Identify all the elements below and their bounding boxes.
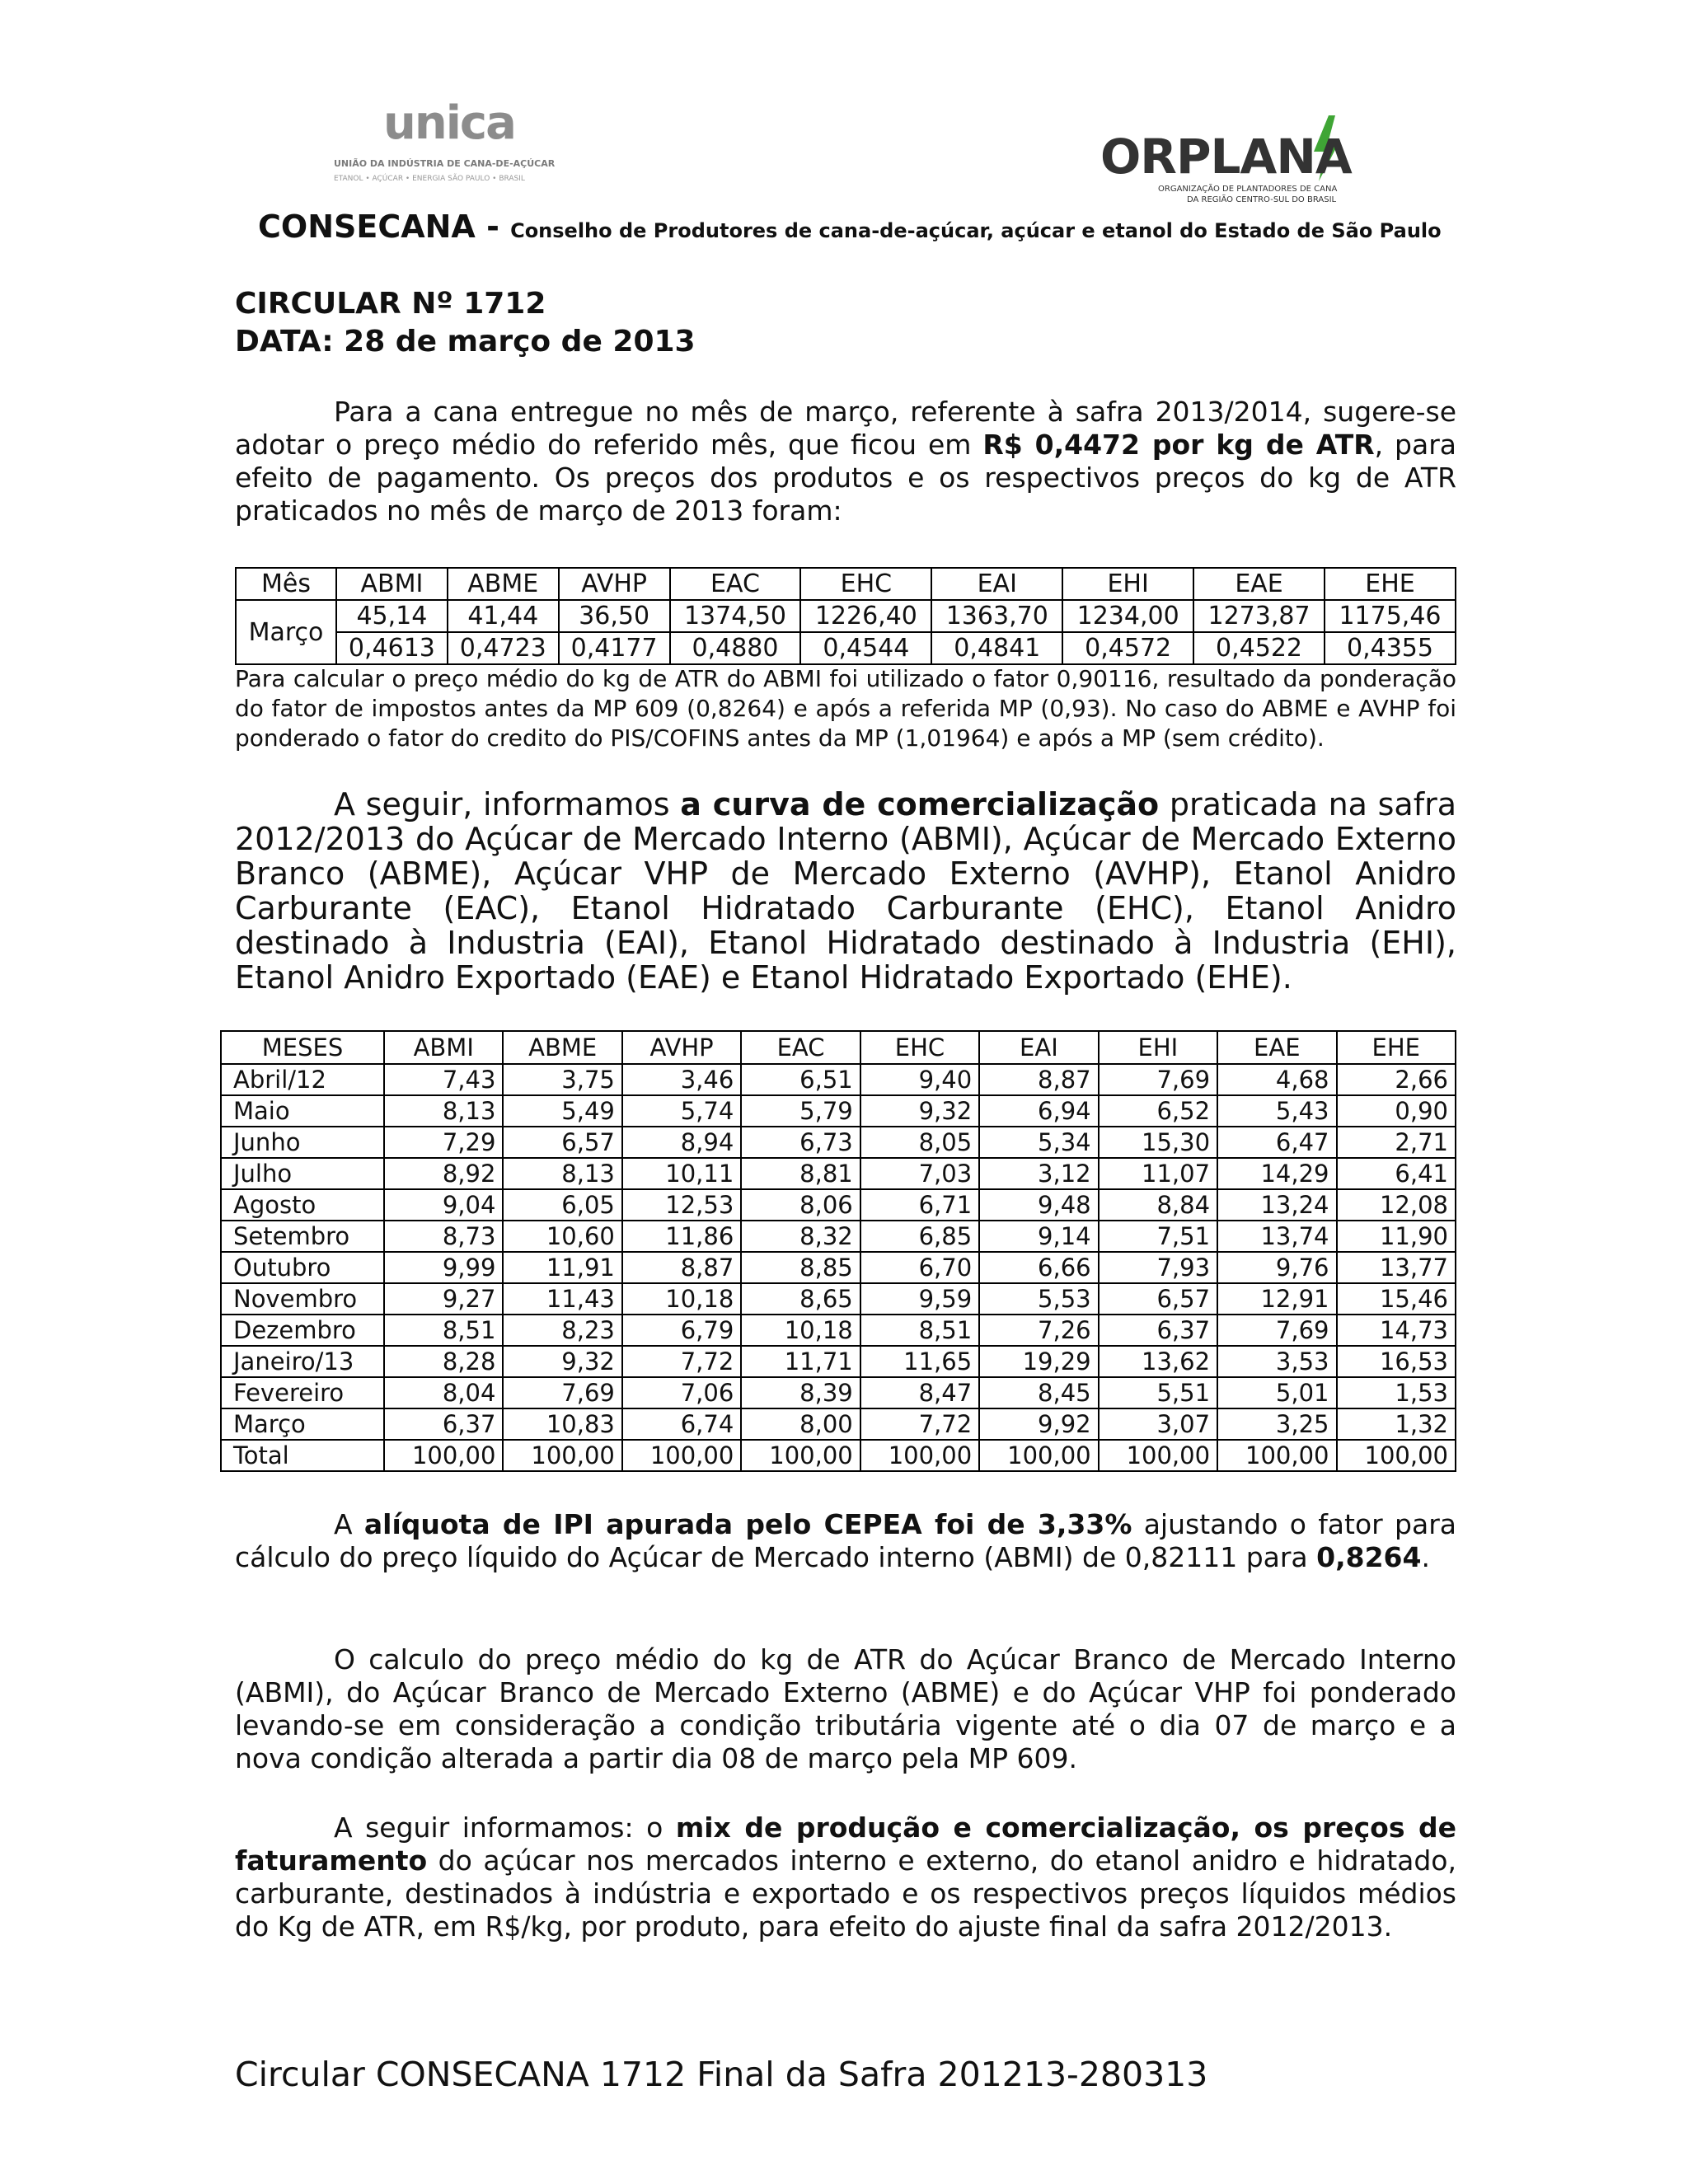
price-table-header (236, 568, 1456, 600)
percent-cell: 100,00 (503, 1440, 621, 1471)
percent-cell: 8,81 (741, 1158, 860, 1189)
curve-table-row (221, 1315, 1456, 1346)
col-header: EAI (979, 1031, 1098, 1064)
curve-table-row (221, 1252, 1456, 1283)
percent-cell: 5,74 (622, 1095, 741, 1127)
percent-cell: 5,79 (741, 1095, 860, 1127)
price-cell: 1226,40 (800, 600, 931, 632)
percent-cell: 16,53 (1337, 1346, 1456, 1377)
price-table (235, 567, 1456, 665)
percent-cell: 11,86 (622, 1221, 741, 1252)
percent-cell: 8,85 (741, 1252, 860, 1283)
percent-cell: 8,23 (503, 1315, 621, 1346)
month-label-cell: Agosto (221, 1189, 384, 1221)
percent-cell: 6,52 (1099, 1095, 1217, 1127)
percent-cell: 8,92 (384, 1158, 503, 1189)
percent-cell: 3,25 (1217, 1408, 1336, 1440)
month-label-cell: Outubro (221, 1252, 384, 1283)
curve-table-body (221, 1064, 1456, 1471)
month-label-cell: Março (221, 1408, 384, 1440)
percent-cell: 6,37 (1099, 1315, 1217, 1346)
percent-cell: 5,53 (979, 1283, 1098, 1315)
percent-cell: 1,32 (1337, 1408, 1456, 1440)
percent-cell: 7,26 (979, 1315, 1098, 1346)
percent-cell: 9,92 (979, 1408, 1098, 1440)
month-label-cell: Abril/12 (221, 1064, 384, 1095)
percent-cell: 11,07 (1099, 1158, 1217, 1189)
curve-table-row (221, 1127, 1456, 1158)
orplana-logo-tagline: ORGANIZAÇÃO DE PLANTADORES DE CANA (1158, 185, 1338, 194)
percent-cell: 7,69 (503, 1377, 621, 1408)
percent-cell: 9,76 (1217, 1252, 1336, 1283)
percent-cell: 6,71 (860, 1189, 979, 1221)
percent-cell: 11,71 (741, 1346, 860, 1377)
mix-text-c: do açúcar nos mercados interno e externo, do etanol anidro e hidratado, carburante, destinados à indústria e exportado e os respectivos preços líquidos médios do Kg de ATR, em R$/kg, por produto, para efeito do ajuste final da safra 2012/2013. (235, 1844, 1456, 1943)
percent-cell: 3,53 (1217, 1346, 1336, 1377)
circular-date: DATA: 28 de março de 2013 (235, 325, 696, 359)
percent-cell: 6,73 (741, 1127, 860, 1158)
percent-cell: 11,91 (503, 1252, 621, 1283)
percent-cell: 2,66 (1337, 1064, 1456, 1095)
price-cell: 1175,46 (1325, 600, 1456, 632)
month-cell: Março (236, 600, 336, 664)
percent-cell: 6,47 (1217, 1127, 1336, 1158)
percent-cell: 4,68 (1217, 1064, 1336, 1095)
percent-cell: 6,57 (1099, 1283, 1217, 1315)
percent-cell: 11,65 (860, 1346, 979, 1377)
month-header: Mês (236, 568, 336, 600)
percent-cell: 7,51 (1099, 1221, 1217, 1252)
curve-highlight: a curva de comercialização (680, 786, 1160, 823)
circular-number: CIRCULAR Nº 1712 (235, 287, 546, 321)
percent-cell: 12,53 (622, 1189, 741, 1221)
percent-cell: 8,32 (741, 1221, 860, 1252)
intro-text-a: Para a cana entregue no mês de março, referente à safra 2013/2014, sugere-se adotar o preço médio do referido mês, que ficou em (235, 396, 1456, 461)
percent-cell: 100,00 (1337, 1440, 1456, 1471)
percent-cell: 1,53 (1337, 1377, 1456, 1408)
orplana-logo (1100, 115, 1397, 206)
percent-cell: 9,32 (503, 1346, 621, 1377)
mix-paragraph (235, 1811, 1456, 1943)
percent-cell: 100,00 (741, 1440, 860, 1471)
atr-cell: 0,4723 (448, 632, 559, 664)
percent-cell: 13,77 (1337, 1252, 1456, 1283)
atr-cell: 0,4880 (670, 632, 801, 664)
mix-text-a: A seguir informamos: o (334, 1811, 676, 1844)
percent-cell: 100,00 (1217, 1440, 1336, 1471)
month-label-cell: Fevereiro (221, 1377, 384, 1408)
percent-cell: 3,12 (979, 1158, 1098, 1189)
price-cell: 1234,00 (1062, 600, 1193, 632)
percent-cell: 7,69 (1099, 1064, 1217, 1095)
percent-cell: 8,06 (741, 1189, 860, 1221)
percent-cell: 100,00 (384, 1440, 503, 1471)
col-header: EHC (860, 1031, 979, 1064)
percent-cell: 100,00 (622, 1440, 741, 1471)
unica-logo (334, 96, 581, 190)
month-label-cell: Janeiro/13 (221, 1346, 384, 1377)
ipi-factor: 0,8264 (1316, 1541, 1422, 1573)
percent-cell: 7,69 (1217, 1315, 1336, 1346)
percent-cell: 10,18 (622, 1283, 741, 1315)
intro-paragraph (235, 396, 1456, 527)
percent-cell: 7,93 (1099, 1252, 1217, 1283)
percent-cell: 100,00 (860, 1440, 979, 1471)
intro-text-c: , para efeito de pagamento. Os preços dos produtos e os respectivos preços do kg de ATR praticados no mês de março de 2013 foram: (235, 429, 1456, 527)
percent-cell: 5,01 (1217, 1377, 1336, 1408)
ipi-text-c: ajustando o fator para cálculo do preço líquido do Açúcar de Mercado interno (ABMI) de 0,82111 para (235, 1508, 1456, 1573)
col-header: ABME (448, 568, 559, 600)
percent-cell: 9,14 (979, 1221, 1098, 1252)
price-row (236, 600, 1456, 632)
curve-table-row (221, 1283, 1456, 1315)
curve-table-row (221, 1095, 1456, 1127)
percent-cell: 6,66 (979, 1252, 1098, 1283)
col-header: EAI (931, 568, 1062, 600)
percent-cell: 9,32 (860, 1095, 979, 1127)
percent-cell: 5,43 (1217, 1095, 1336, 1127)
col-header: EHC (800, 568, 931, 600)
calculation-note: Para calcular o preço médio do kg de ATR do ABMI foi utilizado o fator 0,90116, resultado da ponderação do fator de impostos antes da MP 609 (0,8264) e após a referida MP (0,93). No caso do ABME e AVHP foi ponderado o fator do credito do PIS/COFINS antes da MP (1,01964) e após a MP (sem crédito). (235, 665, 1456, 752)
percent-cell: 8,47 (860, 1377, 979, 1408)
percent-cell: 6,70 (860, 1252, 979, 1283)
percent-cell: 8,51 (384, 1315, 503, 1346)
col-header: EAE (1193, 568, 1325, 600)
price-cell: 45,14 (336, 600, 448, 632)
percent-cell: 8,94 (622, 1127, 741, 1158)
month-label-cell: Setembro (221, 1221, 384, 1252)
percent-cell: 100,00 (1099, 1440, 1217, 1471)
percent-cell: 15,30 (1099, 1127, 1217, 1158)
org-name: CONSECANA (258, 209, 476, 245)
month-label-cell: Total (221, 1440, 384, 1471)
atr-cell: 0,4355 (1325, 632, 1456, 664)
percent-cell: 6,37 (384, 1408, 503, 1440)
ipi-paragraph (235, 1508, 1456, 1574)
percent-cell: 6,94 (979, 1095, 1098, 1127)
percent-cell: 10,18 (741, 1315, 860, 1346)
atr-cell: 0,4572 (1062, 632, 1193, 664)
unica-logo-tagline: UNIÃO DA INDÚSTRIA DE CANA-DE-AÇÚCAR (334, 158, 556, 169)
price-cell: 1374,50 (670, 600, 801, 632)
percent-cell: 7,72 (622, 1346, 741, 1377)
percent-cell: 15,46 (1337, 1283, 1456, 1315)
price-cell: 1363,70 (931, 600, 1062, 632)
percent-cell: 9,48 (979, 1189, 1098, 1221)
percent-cell: 7,03 (860, 1158, 979, 1189)
orplana-logo-subtagline: DA REGIÃO CENTRO-SUL DO BRASIL (1187, 195, 1337, 204)
col-header: AVHP (559, 568, 670, 600)
percent-cell: 9,59 (860, 1283, 979, 1315)
col-header: EHI (1062, 568, 1193, 600)
unica-logo-word: unica (383, 96, 515, 150)
atr-cell: 0,4841 (931, 632, 1062, 664)
percent-cell: 11,43 (503, 1283, 621, 1315)
percent-cell: 8,05 (860, 1127, 979, 1158)
percent-cell: 7,43 (384, 1064, 503, 1095)
curve-table-header (221, 1031, 1456, 1064)
col-header: MESES (221, 1031, 384, 1064)
curve-table (220, 1030, 1456, 1472)
percent-cell: 3,75 (503, 1064, 621, 1095)
col-header: EAC (670, 568, 801, 600)
percent-cell: 6,74 (622, 1408, 741, 1440)
percent-cell: 12,91 (1217, 1283, 1336, 1315)
percent-cell: 9,27 (384, 1283, 503, 1315)
atr-cell: 0,4613 (336, 632, 448, 664)
header-dash: - (475, 209, 511, 245)
price-cell: 1273,87 (1193, 600, 1325, 632)
percent-cell: 3,46 (622, 1064, 741, 1095)
col-header: EHE (1337, 1031, 1456, 1064)
percent-cell: 8,51 (860, 1315, 979, 1346)
curve-table-row (221, 1377, 1456, 1408)
percent-cell: 11,90 (1337, 1221, 1456, 1252)
ipi-highlight: alíquota de IPI apurada pelo CEPEA foi de 3,33% (363, 1508, 1132, 1540)
percent-cell: 7,72 (860, 1408, 979, 1440)
atr-calc-text: O calculo do preço médio do kg de ATR do Açúcar Branco de Mercado Interno (ABMI), do Açúcar Branco de Mercado Externo (ABME) e do Açúcar VHP foi ponderado levando-se em consideração a condição tributária vigente até o dia 07 de março e a nova condição alterada a partir dia 08 de março pela MP 609. (235, 1643, 1456, 1774)
orplana-logo-word: ORPLANA (1100, 129, 1352, 185)
col-header: AVHP (622, 1031, 741, 1064)
col-header: EHI (1099, 1031, 1217, 1064)
percent-cell: 10,60 (503, 1221, 621, 1252)
percent-cell: 8,00 (741, 1408, 860, 1440)
curve-table-row (221, 1221, 1456, 1252)
percent-cell: 12,08 (1337, 1189, 1456, 1221)
percent-cell: 14,73 (1337, 1315, 1456, 1346)
percent-cell: 100,00 (979, 1440, 1098, 1471)
percent-cell: 9,04 (384, 1189, 503, 1221)
atr-cell: 0,4177 (559, 632, 670, 664)
col-header: EAE (1217, 1031, 1336, 1064)
percent-cell: 19,29 (979, 1346, 1098, 1377)
col-header: ABMI (336, 568, 448, 600)
document-footer: Circular CONSECANA 1712 Final da Safra 201213-280313 (235, 2055, 1208, 2094)
ipi-text-a: A (334, 1508, 364, 1540)
percent-cell: 13,74 (1217, 1221, 1336, 1252)
percent-cell: 6,41 (1337, 1158, 1456, 1189)
percent-cell: 5,34 (979, 1127, 1098, 1158)
percent-cell: 8,84 (1099, 1189, 1217, 1221)
percent-cell: 5,49 (503, 1095, 621, 1127)
month-label-cell: Julho (221, 1158, 384, 1189)
curve-text-a: A seguir, informamos (334, 786, 681, 823)
percent-cell: 13,24 (1217, 1189, 1336, 1221)
col-header: ABME (503, 1031, 621, 1064)
percent-cell: 6,51 (741, 1064, 860, 1095)
atr-cell: 0,4522 (1193, 632, 1325, 664)
percent-cell: 6,85 (860, 1221, 979, 1252)
percent-cell: 0,90 (1337, 1095, 1456, 1127)
percent-cell: 2,71 (1337, 1127, 1456, 1158)
percent-cell: 6,79 (622, 1315, 741, 1346)
month-label-cell: Novembro (221, 1283, 384, 1315)
percent-cell: 8,73 (384, 1221, 503, 1252)
percent-cell: 9,40 (860, 1064, 979, 1095)
curve-text-c: praticada na safra 2012/2013 do Açúcar de Mercado Interno (ABMI), Açúcar de Mercado Externo Branco (ABME), Açúcar VHP de Mercado Externo (AVHP), Etanol Anidro Carburante (EAC), Etanol Hidratado Carburante (EHC), Etanol Anidro destinado à Industria (EAI), Etanol Hidratado destinado à Industria (EHI), Etanol Anidro Exportado (EAE) e Etanol Hidratado Exportado (EHE). (235, 786, 1456, 996)
percent-cell: 8,28 (384, 1346, 503, 1377)
unica-logo-subtagline: ETANOL • AÇÚCAR • ENERGIA SÃO PAULO • BRASIL (334, 175, 525, 183)
ipi-text-e: . (1421, 1541, 1430, 1573)
percent-cell: 7,06 (622, 1377, 741, 1408)
percent-cell: 9,99 (384, 1252, 503, 1283)
curve-paragraph (235, 787, 1456, 995)
percent-cell: 8,13 (503, 1158, 621, 1189)
percent-cell: 10,83 (503, 1408, 621, 1440)
percent-cell: 13,62 (1099, 1346, 1217, 1377)
month-label-cell: Junho (221, 1127, 384, 1158)
org-description: Conselho de Produtores de cana-de-açúcar, açúcar e etanol do Estado de São Paulo (510, 219, 1442, 242)
percent-cell: 8,39 (741, 1377, 860, 1408)
curve-table-row (221, 1346, 1456, 1377)
percent-cell: 7,29 (384, 1127, 503, 1158)
price-cell: 41,44 (448, 600, 559, 632)
percent-cell: 10,11 (622, 1158, 741, 1189)
atr-calc-paragraph (235, 1643, 1456, 1775)
percent-cell: 3,07 (1099, 1408, 1217, 1440)
percent-cell: 5,51 (1099, 1377, 1217, 1408)
curve-table-row (221, 1408, 1456, 1440)
month-label-cell: Maio (221, 1095, 384, 1127)
percent-cell: 14,29 (1217, 1158, 1336, 1189)
curve-table-row (221, 1158, 1456, 1189)
mix-highlight: mix de produção e comercialização, os preços de faturamento (235, 1811, 1457, 1877)
curve-table-row (221, 1064, 1456, 1095)
month-label-cell: Dezembro (221, 1315, 384, 1346)
percent-cell: 8,87 (979, 1064, 1098, 1095)
percent-cell: 8,65 (741, 1283, 860, 1315)
percent-cell: 8,87 (622, 1252, 741, 1283)
curve-table-row (221, 1440, 1456, 1471)
price-cell: 36,50 (559, 600, 670, 632)
curve-table-row (221, 1189, 1456, 1221)
percent-cell: 8,13 (384, 1095, 503, 1127)
intro-price-highlight: R$ 0,4472 por kg de ATR (982, 429, 1375, 461)
atr-row (236, 632, 1456, 664)
col-header: EAC (741, 1031, 860, 1064)
percent-cell: 6,57 (503, 1127, 621, 1158)
percent-cell: 8,45 (979, 1377, 1098, 1408)
percent-cell: 8,04 (384, 1377, 503, 1408)
atr-cell: 0,4544 (800, 632, 931, 664)
document-header (258, 209, 1442, 245)
col-header: EHE (1325, 568, 1456, 600)
percent-cell: 6,05 (503, 1189, 621, 1221)
col-header: ABMI (384, 1031, 503, 1064)
